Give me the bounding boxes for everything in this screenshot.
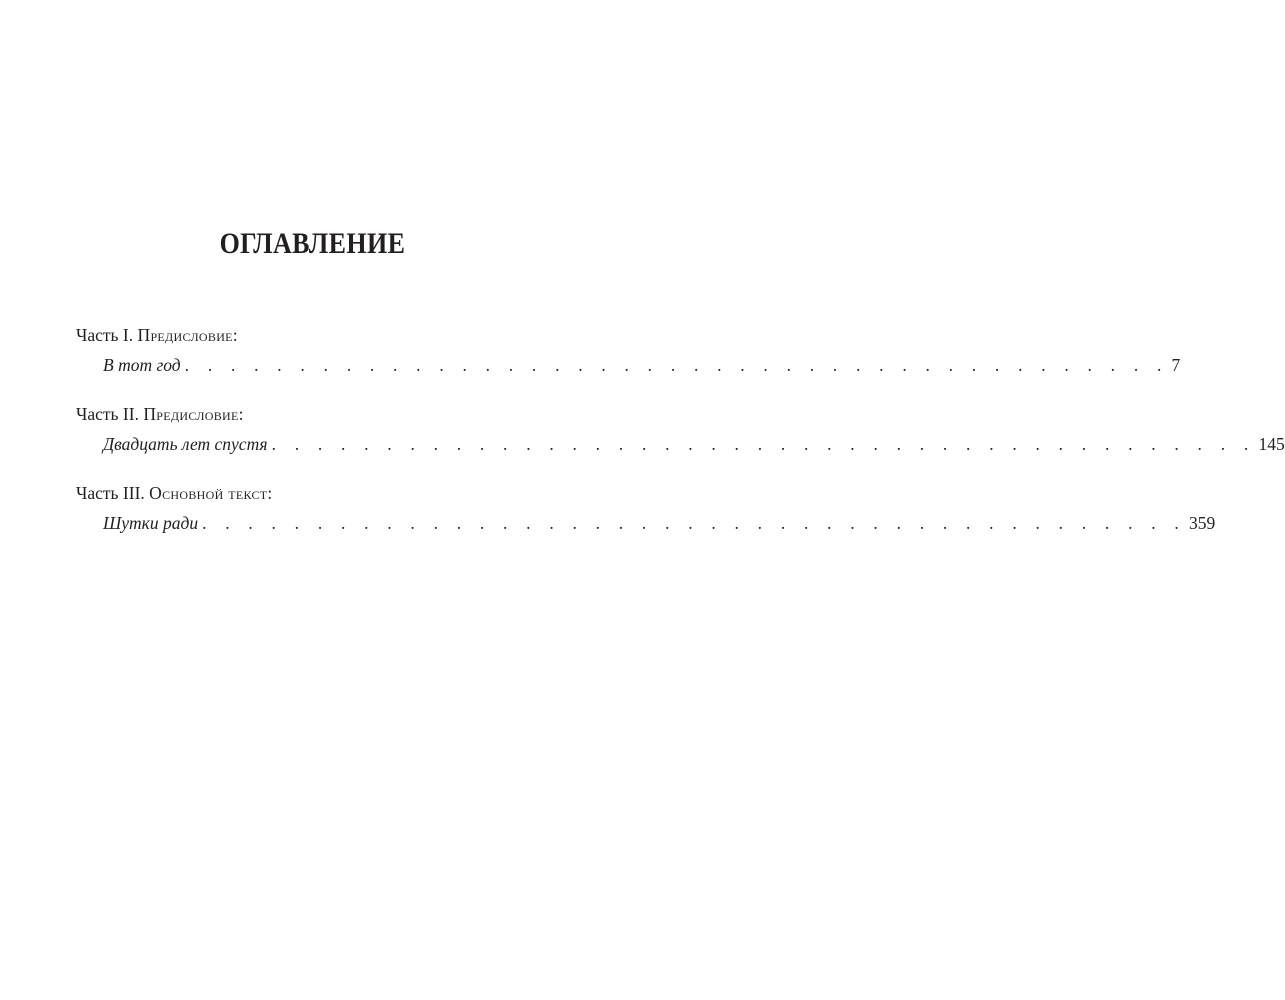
- toc-item[interactable]: [76, 429, 1285, 459]
- toc-item[interactable]: [76, 508, 1216, 538]
- toc-item[interactable]: [76, 350, 1181, 380]
- part-name: Предисловие:: [143, 404, 244, 424]
- page-number: 359: [1188, 513, 1216, 533]
- toc-entry: [76, 320, 1181, 380]
- part-number: Часть II.: [76, 404, 139, 424]
- part-number: Часть III.: [76, 483, 145, 503]
- part-name: Основной текст:: [149, 483, 273, 503]
- part-heading: [76, 399, 535, 429]
- page-number: 145: [1258, 434, 1285, 454]
- chapter-title: В тот год: [103, 355, 181, 375]
- part-number: Часть I.: [76, 325, 134, 345]
- page-title: ОГЛАВЛЕНИЕ: [219, 227, 406, 260]
- part-name: Предисловие:: [137, 325, 238, 345]
- toc-entry: [76, 478, 1216, 538]
- dot-leader: . . . . . . . . . . . . . . . . . . . . . . . . . . . . . . . . . . . . . . . . . . .: [271, 434, 1256, 454]
- toc-entry: [76, 399, 1285, 459]
- chapter-title: Шутки ради: [103, 513, 199, 533]
- dot-leader: . . . . . . . . . . . . . . . . . . . . . . . . . . . . . . . . . . . . . . . . . . .: [184, 355, 1169, 375]
- part-heading: [76, 478, 535, 508]
- dot-leader: . . . . . . . . . . . . . . . . . . . . . . . . . . . . . . . . . . . . . . . . . . .: [202, 513, 1186, 533]
- chapter-title: Двадцать лет спустя: [103, 434, 268, 454]
- part-heading: [76, 320, 535, 350]
- page-number: 7: [1171, 355, 1181, 375]
- table-of-contents: [76, 320, 1285, 557]
